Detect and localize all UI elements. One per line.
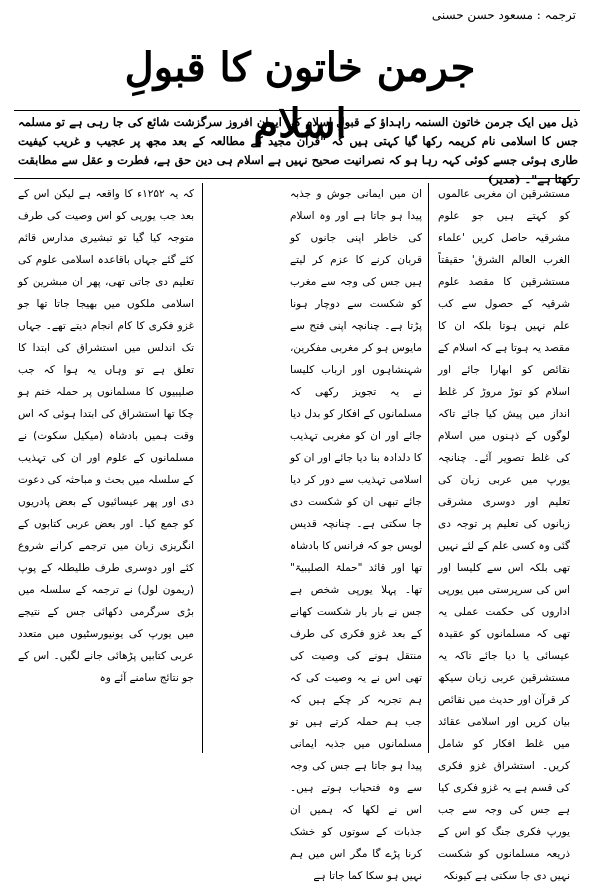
column-divider-2 — [202, 183, 203, 753]
intro-top-rule — [14, 110, 580, 111]
column-3-text: کہ یہ ۱۲۵۲ء کا واقعہ ہے لیکن اس کے بعد جب یورپی کو اس وصیت کی طرف متوجہ کیا گیا تو تبشیری مدارس قائم کئے گئے جہاں باقاعدہ اسلامی علوم کی تعلیم دی جاتی تھی، پھر ان مبشرین کو اسلامی ملکوں میں بھیجا جاتا تھا جو غزو فکری کا کام انجام دیتے تھے۔ جہاں تک اندلس میں استشراق کی ابتدا کا تعلق ہے تو وہاں یہ ہوا کہ جب صلیبیوں کا مسلمانوں پر حملہ ختم ہو چکا تھا استشراق کی ابتدا ہوئی کہ اس وقت ہمیں بادشاہ (میکیل سکوت) نے مسلمانوں کے علوم اور ان کی تہذیب کے سلسلہ میں بحث و مباحثہ کی دعوت دی اور پھر عیسائیوں کے بعض پادریوں کو جمع کیا۔ اور بعض عربی کتابوں کے انگریزی زبان میں ترجمے کرانے شروع کئے اور دوسری طرف طلیطلہ کے پوپ (ریمون لول) نے ترجمہ کے سلسلہ میں بڑی سرگرمی دکھائی جس کے نتیجے میں یورپ کی یونیورسٹیوں میں متعدد عربی کتابیں پڑھائی جانے لگیں۔ اس کے جو نتائج سامنے آئے وہ — [18, 188, 194, 684]
column-2-text: ان میں ایمانی جوش و جذبہ پیدا ہو جاتا ہے اور وہ اسلام کی خاطر اپنی جانوں کو قربان کرنے کا عزم کر لیتے ہیں جس کی وجہ سے مغرب کو شکست سے دوچار ہونا پڑتا ہے۔ چنانچہ اپنی فتح سے مایوس ہو کر مغربی مفکرین، شہنشاہوں اور ارباب کلیسا نے یہ تجویز رکھی کہ مسلمانوں کے افکار کو بدل دیا جائے اور ان کو مغربی تہذیب کا دلدادہ بنا دیا جائے اور ان کو اسلامی تہذیب سے دور کر دیا جائے تبھی ان کو شکست دی جا سکتی ہے۔ چنانچہ قدیس لویس جو کہ فرانس کا بادشاہ تھا اور قائد "حملۃ الصلیبیۃ" تھا۔ پہلا یورپی شخص ہے جس نے بار بار شکست کھانے کے بعد غزو فکری کی طرف منتقل ہونے کی وصیت کی تھی اس نے یہ وصیت کی کہ ہم تجربہ کر چکے ہیں کہ جب ہم حملہ کرتے ہیں تو مسلمانوں میں جذبہ ایمانی پیدا ہو جاتا ہے جس کی وجہ سے وہ فتحیاب ہوتے ہیں۔ اس نے لکھا کہ ہمیں ان جذبات کے سوتوں کو خشک کرنا پڑے گا مگر اس میں ہم نہیں ہو سکا کما جاتا ہے — [290, 188, 422, 882]
column-1-text: مستشرقین ان مغربی عالموں کو کہتے ہیں جو علوم مشرقیہ حاصل کریں 'علماء الغرب العالم الشرق' حقیقتاً مستشرقین کا مقصد علوم شرقیہ کے حصول سے کب علم نہیں ہوتا بلکہ ان کا مقصد یہ ہوتا ہے کہ اسلام کے نقائص کو ابھارا جائے اور اسلام کو توڑ مروڑ کر غلط انداز میں پیش کیا جائے تاکہ لوگوں کے ذہنوں میں اسلام کی غلط تصویر آئے۔ چنانچہ یورپ میں عربی زبان کی تعلیم اور دوسری مشرقی زبانوں کی تعلیم پر توجہ دی گئی وہ کسی علم کے لئے نہیں تھی بلکہ اس سے کلیسا اور اس کی سرپرستی میں یورپی اداروں کی حکمت عملی یہ تھی کہ مسلمانوں کو عقیدہ عیسائی یا دیا جائے تاکہ یہ مستشرقین عربی زبان سیکھ کر قرآن اور حدیث میں نقائص بیان کریں اور اسلامی عقائد میں غلط افکار کو شامل کریں۔ استشراق غزو فکری کی قسم ہے یہ غزو فکری کیا ہے جس کی وجہ سے جب یورپ فکری جنگ کو اس کے ذریعہ مسلمانوں کو شکست نہیں دی جا سکتی ہے کیونکہ — [438, 188, 570, 882]
editor-intro: ذیل میں ایک جرمن خاتون السنمہ راہداؤ کے قبولِ اسلام کی ایمان افروز سرگزشت شائع کی جا رہی ہے تو مسلمہ جس کا اسلامی نام کریمہ رکھا گیا کہتی ہیں کہ "قرآن مجید کے مطالعہ کے بعد مجھ پر عجیب و غریب کیفیت طاری ہوئی جسے کوئی کہہ رہا ہو کہ نصرانیت صحیح نہیں ہے اسلام ہی دین حق ہے، فطرت و عقل سے مطابقت رکھتا ہے"۔ (مدیر) — [18, 115, 578, 186]
article-column-2 — [290, 183, 422, 882]
column-divider-1 — [428, 183, 429, 753]
intro-bottom-rule — [14, 178, 580, 179]
article-title: جرمن خاتون کا قبولِ اسلام — [124, 44, 476, 147]
article-column-3 — [18, 183, 194, 755]
translator-credit: ترجمہ : مسعود حسن حسنی — [431, 8, 576, 22]
article-column-1 — [438, 183, 570, 882]
